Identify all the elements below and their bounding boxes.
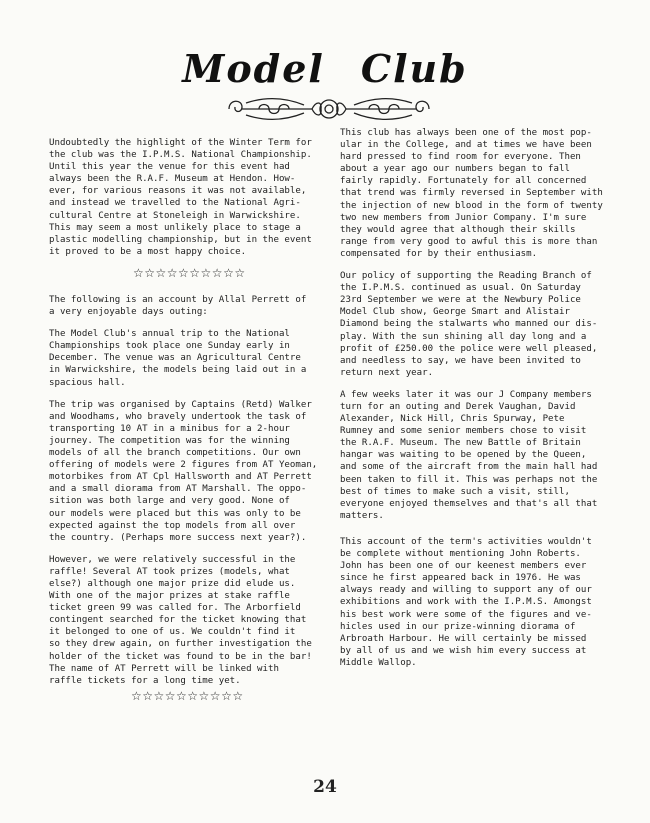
left-column — [49, 137, 334, 268]
paragraph-account-intro: The following is an account by Allal Perrett of a very enjoyable days outing: — [49, 295, 307, 318]
star-divider-1: ☆☆☆☆☆☆☆☆☆☆ — [133, 266, 246, 280]
paragraph-reading-branch: Our policy of supporting the Reading Branch of the I.P.M.S. continued as usual. On Saturday 23rd September we were at the Newbury Police Model Club show, George Smart and Alistair Diamond being the stalwarts who manned our dis- play. With the sun shining all day long and a profit of £250.00 the police were well pleased, and needless to say, we have been invited to return next year. — [340, 271, 598, 378]
paragraph-j-company-outing: A few weeks later it was our J Company members turn for an outing and Derek Vaughan, David Alexander, Nick Hill, Chris Spurway, Pete Rumney and some senior members chose to visit the R.A.F. Museum. The new Battle of Britain hangar was waiting to be opened by the Queen, and some of the aircraft from the main hall had been taken to fill it. This was perhaps not the best of times to make such a visit, still, everyone enjoyed themselves and that's all that matters. — [340, 389, 598, 521]
paragraph-annual-trip: The Model Club's annual trip to the National Championships took place one Sunday early in December. The venue was an Agricultural Centre in Warwickshire, the models being laid out in a spacious hall. — [49, 329, 307, 388]
decorative-scroll-ornament — [224, 94, 434, 124]
paragraph-championship-intro: Undoubtedly the highlight of the Winter Term for the club was the I.P.M.S. National Championship. Until this year the venue for this event had always been the R.A.F. Museum at Hendon. How- ever, for various reasons it was not available, and instead we travelled to the National Agri- cultural Centre at Stoneleigh in Warwickshire. This may seem a most unlikely place to stage a plastic modelling championship, but in the event it proved to be a most happy choice. — [49, 138, 312, 257]
page-title — [0, 46, 650, 91]
page-number: 24 — [313, 777, 337, 797]
right-column-tribute — [340, 536, 624, 679]
paragraph-trip-organised: The trip was organised by Captains (Retd) Walker and Woodhams, who bravely undertook the task of transporting 10 AT in a minibus for a 2-hour journey. The competition was for the winning models of all the branch competitions. Our own offering of models were 2 figures from AT Yeoman, motorbikes from AT Cpl Hallsworth and AT Perrett and a small diorama from AT Marshall. The oppo- sition was both large and very good. None of our models were placed but this was only to be expected against the top models from all over the country. (Perhaps more success next year?). — [49, 399, 318, 543]
title-word-model: Model — [182, 46, 325, 91]
paragraph-john-roberts: This account of the term's activities wouldn't be complete without mentioning John Roberts. John has been one of our keenest members ever since he first appeared back in 1976. He was always ready and willing to support any of our exhibitions and work with the I.P.M.S. Amongst his best work were some of the figures and ve- hicles used in our prize-winning diorama of Arbroath Harbour. He will certainly be missed by all of us and we wish him every success at Middle Wallop. — [340, 537, 592, 668]
right-column — [340, 127, 624, 532]
left-column-account — [49, 294, 334, 697]
paragraph-raffle: However, we were relatively successful in the raffle! Several AT took prizes (models, what else?) although one major prize did elude us. With one of the major prizes at stake raffle ticket green 99 was called for. The Arborfield contingent searched for the ticket knowing that it belonged to one of us. We couldn't find it so they drew again, on further investigation the holder of the ticket was found to be in the bar! The name of AT Perrett will be linked with raffle tickets for a long time yet. — [49, 554, 312, 686]
star-divider-2: ☆☆☆☆☆☆☆☆☆☆ — [131, 689, 244, 703]
title-word-club: Club — [360, 46, 468, 91]
paragraph-club-popularity: This club has always been one of the most pop- ular in the College, and at times we have been hard pressed to find room for everyone. Then about a year ago our numbers began to fall fairly rapidly. Fortunately for all concerned that trend was firmly reversed in September with the injection of new blood in the form of twenty two new members from Junior Company. I'm sure they would agree that although their skills range from very good to awful this is more than compensated for by their enthusiasm. — [340, 128, 603, 259]
